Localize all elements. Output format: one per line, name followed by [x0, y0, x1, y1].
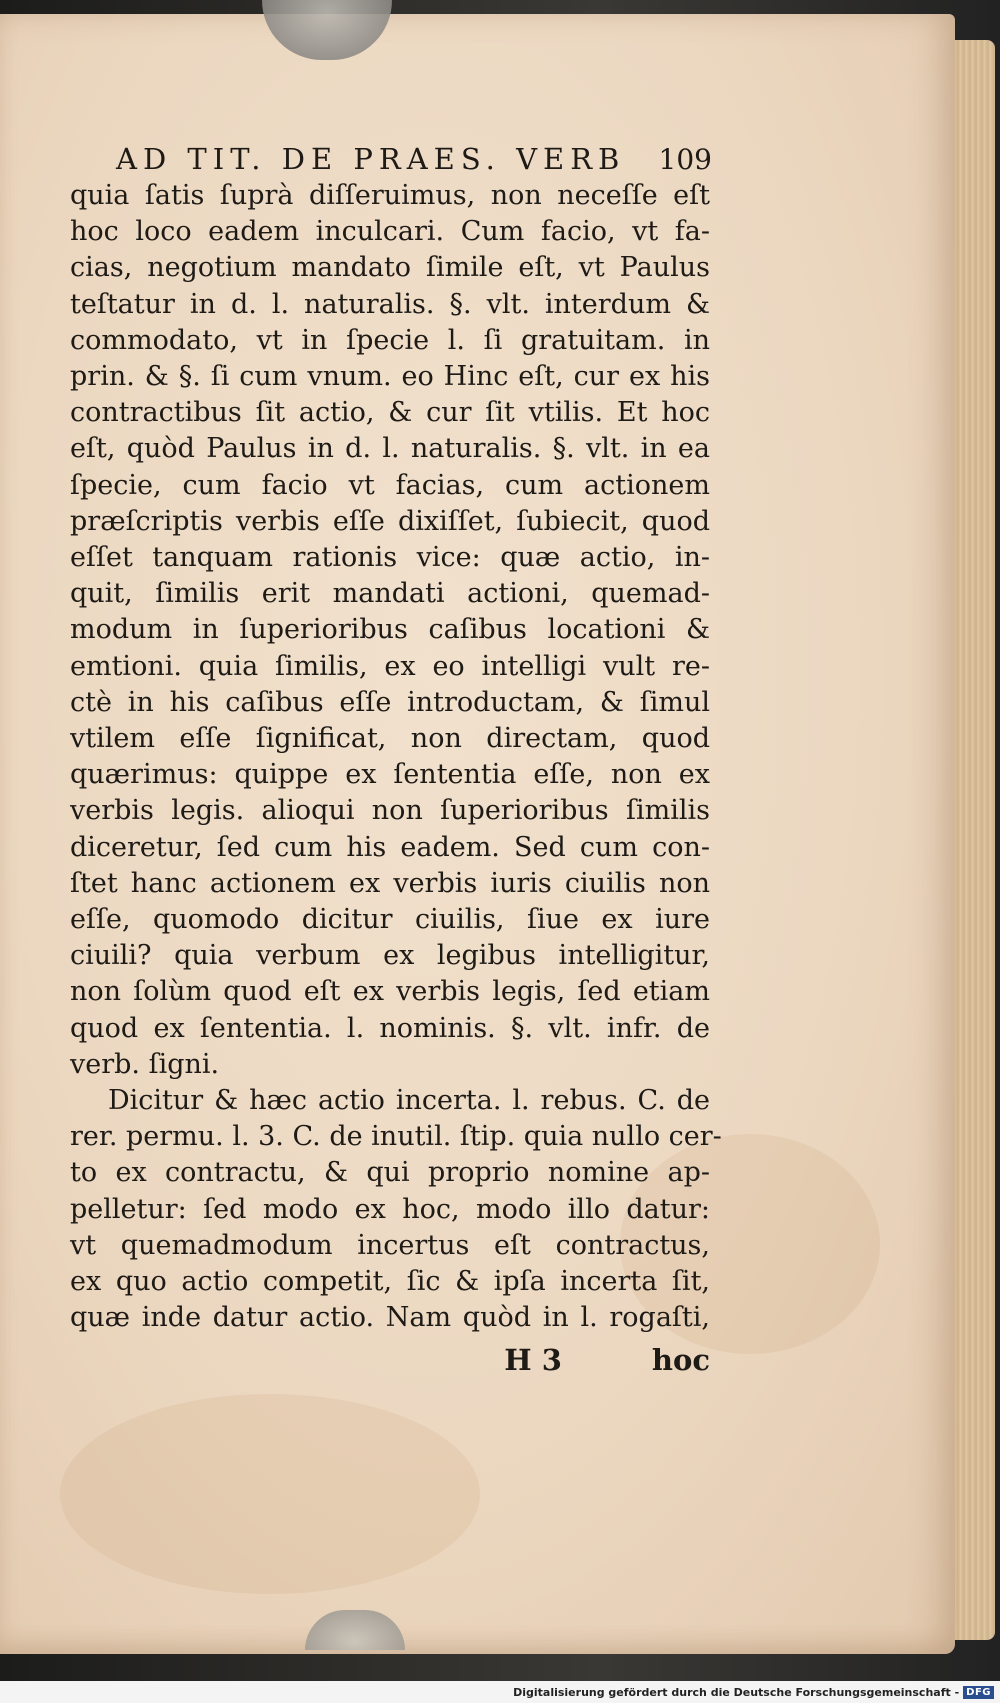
- text-line: præſcriptis verbis eſſe dixiſſet, ſubiecit, quod: [70, 505, 710, 537]
- text-line: eſſe, quomodo dicitur ciuilis, ſiue ex iure: [70, 904, 710, 936]
- running-head: [116, 142, 712, 176]
- text-line: quæ inde datur actio. Nam quòd in l. rogaſti,: [70, 1302, 710, 1334]
- page-footer-marks: [70, 1343, 710, 1377]
- text-line: quit, ſimilis erit mandati actioni, quemad-: [70, 578, 710, 610]
- signature-mark: H 3: [504, 1342, 562, 1377]
- text-line: verbis legis. alioqui non ſuperioribus ſimilis: [70, 795, 710, 827]
- text-line: contractibus ſit actio, & cur ſit vtilis. Et hoc: [70, 397, 710, 429]
- catchword: hoc: [651, 1342, 710, 1377]
- text-line: emtioni. quia ſimilis, ex eo intelligi vult re-: [70, 650, 710, 682]
- text-line: ctè in his caſibus eſſe introductam, & ſimul: [70, 686, 710, 718]
- text-line: to ex contractu, & qui proprio nomine ap-: [70, 1157, 710, 1189]
- text-line: hoc loco eadem inculcari. Cum facio, vt fa-: [70, 216, 710, 248]
- text-line: vt quemadmodum incertus eſt contractus,: [70, 1229, 710, 1261]
- digitization-footer: [0, 1681, 1000, 1703]
- text-line: Dicitur & hæc actio incerta. l. rebus. C. de: [108, 1085, 710, 1117]
- text-line: quia ſatis ſuprà diſſeruimus, non neceſſe eſt: [70, 180, 710, 211]
- text-line: ſpecie, cum facio vt facias, cum actionem: [70, 469, 710, 501]
- body-text: [70, 178, 722, 1337]
- text-line: ciuili? quia verbum ex legibus intelligitur,: [70, 940, 710, 972]
- text-line: eſt, quòd Paulus in d. l. naturalis. §. vlt. in ea: [70, 433, 710, 465]
- text-line: diceretur, ſed cum his eadem. Sed cum con-: [70, 831, 710, 863]
- text-line: ſtet hanc actionem ex verbis iuris ciuilis non: [70, 867, 710, 899]
- text-line: modum in ſuperioribus caſibus locationi &: [70, 614, 710, 646]
- text-line: teſtatur in d. l. naturalis. §. vlt. interdum &: [70, 288, 710, 320]
- text-line: eſſet tanquam rationis vice: quæ actio, in-: [70, 542, 710, 574]
- funding-credit: Digitalisierung gefördert durch die Deutsche Forschungsgemeinschaft -: [513, 1685, 960, 1699]
- text-line: rer. permu. l. 3. C. de inutil. ſtip. quia nullo cer-: [70, 1121, 722, 1153]
- page-number: 109: [658, 143, 712, 176]
- text-line: ex quo actio competit, ſic & ipſa incerta ſit,: [70, 1266, 710, 1298]
- text-line: commodato, vt in ſpecie l. ſi gratuitam. in: [70, 324, 710, 356]
- text-line: verb. ſigni.: [70, 1048, 220, 1080]
- text-line: quærimus: quippe ex ſententia eſſe, non ex: [70, 759, 710, 791]
- text-line: vtilem eſſe ſignificat, non directam, quod: [70, 723, 710, 755]
- text-line: pelletur: ſed modo ex hoc, modo illo datur:: [70, 1193, 710, 1225]
- text-line: quod ex ſententia. l. nominis. §. vlt. infr. de: [70, 1012, 710, 1044]
- running-head-title: AD TIT. DE PRAES. VERB: [116, 142, 626, 176]
- page-edges: [955, 40, 995, 1640]
- text-line: cias, negotium mandato ſimile eſt, vt Paulus: [70, 252, 710, 284]
- paper-stain: [60, 1394, 480, 1594]
- dfg-logo: DFG: [963, 1686, 994, 1699]
- text-line: prin. & §. ſi cum vnum. eo Hinc eſt, cur ex his: [70, 361, 710, 393]
- page-text: [70, 142, 722, 1377]
- text-line: non ſolùm quod eſt ex verbis legis, ſed etiam: [70, 976, 710, 1008]
